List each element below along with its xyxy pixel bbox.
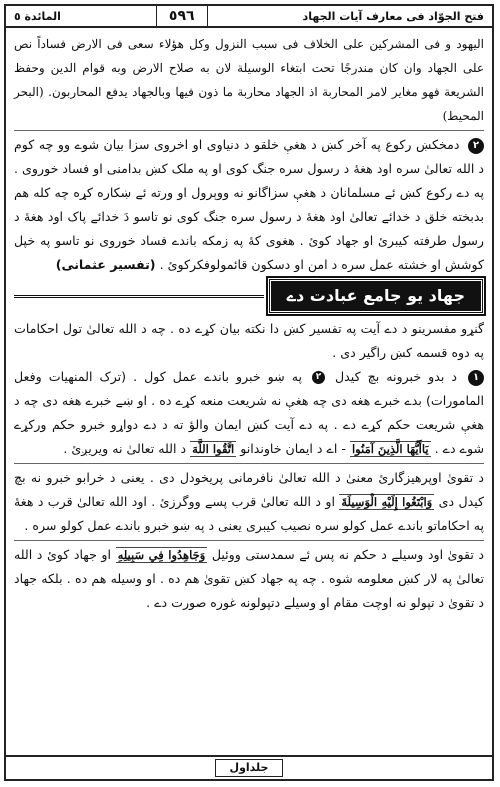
paragraph-4: [14, 365, 484, 461]
header-book-title: فتح الجوّاد فی معارف آیات الجهاد: [302, 9, 484, 23]
paragraph-4-text-d: د الله تعالیٰ نه ویریږئ .: [63, 441, 187, 456]
paragraph-4-text-a: د بدو خبرونه بچ کیدل: [335, 369, 457, 384]
page-footer: [6, 755, 492, 779]
divider: [14, 130, 484, 131]
number-badge-1: ۱: [468, 370, 484, 386]
paragraph-6-text-a: د تقویٰ اود وسیلے د حکم نه پس ئے سمدستی ووئیل: [211, 547, 484, 562]
paragraph-5-text-a: د تقویٰ اوپرهیزگاریٔ معنیٰ د الله تعالیٰ نافرمانی پریخودل دی . یعنی د خرابو خبرو نه بچ کیدل دی: [14, 470, 485, 509]
paragraph-2-source: (تفسیر عثمانی): [55, 257, 156, 272]
arabic-quote-paragraph: [14, 32, 484, 128]
header-surah-label: المائدة ٥: [14, 9, 61, 23]
quran-verse-3: وَابْتَغُوا إِلَيْهِ الْوَسِيلَةَ: [341, 495, 433, 509]
paragraph-6-text-b: او جهاد کوئ د الله تعالیٰ په لار کښ معلومه شوه . چه په جهاد کښ تقویٰ هم ده . او وسیله هم ده . بلکه جهاد د تقویٰ د تپولو نه اوچت مقام او وسیلے دتپولونه غوره صورت دے .: [14, 547, 484, 610]
divider: [14, 540, 484, 541]
page-number: ٥٩٦: [156, 6, 208, 26]
paragraph-4-text-b: په ښو خبرو باندے عمل کول . (ترک المنهیات وفعل المامورات) بدے خبرے هغه دی چه هغې نه شریعت منعه کړے ده . او ښے خبرے هغه دی چه د هغې شریعت حکم کړے دے . په دے آیت کښ ایمان والؤ ته د دے دواړو خبرو حکم ورکړے شوے دے .: [14, 369, 484, 456]
quran-verse-1: يَاأَيُّهَا الَّذِينَ آمَنُوا: [351, 442, 429, 456]
number-badge-inline-2: ۲: [312, 371, 325, 384]
paragraph-2: [14, 133, 484, 277]
arabic-quote-text: الیهود و فی المشرکین علی الخلاف فی سبب النزول وکل هؤلاء سعی فی الارض فساداً نص علی الجهاد وان کان مندرجًا تحت ابتغاء الوسیلة لان به صلاح الارض وبه قوام الدین وحفظ الشریعة فهو مغایر لامر المحاربة اذ الجهاد محاربة ما ذون فیها وبالجهاد یدفع المحاربون.: [14, 37, 484, 99]
paragraph-2-text: دمخکښ رکوع په آخر کښ د هغې خلقو د دنیاوی او اخروی سزا بیان شوے وو چه کوم د الله تعالیٰ سره اود هغهٔ د رسول سره جنگ کوی او په ملک کښ بدامنی او فساد خوروی . په دے رکوع کښ ئے مسلمانان د هغې سزاگانو نه ووېرول او ورته ئے ښکاره کړه چه کله هم بدبخته خلق د خدائے تعالیٰ اود هغهٔ د رسول سره جنگ کوی نو تاسو دَ خدائے پاک اود هغهٔ د رسول طرفته کیبرئ او جهاد کوئ . هغوی کۀ په زمکه باندے فساد خوروی نو تاسو په خپل کوشش او خشته عمل سره د امن او دسکون قائمولوفکرکوئ .: [14, 137, 484, 272]
paragraph-6: [14, 543, 484, 615]
section-heading-row: [14, 281, 484, 311]
paragraph-5: [14, 466, 484, 538]
paragraph-3: گنړو مفسرینو د دے آیت په تفسیر کښ دا نکته بیان کړے ده . چه د الله تعالیٰ تول احکامات په دوه قسمه کښ راگیر دی .: [14, 321, 484, 360]
volume-label: جلداول: [215, 759, 284, 777]
section-title: جهاد یو جامع عبادت دے: [268, 278, 484, 314]
page-content: [14, 32, 484, 753]
section-title-rule: [14, 295, 264, 298]
page-frame: [4, 4, 494, 781]
paragraph-4-text-c: - اے د ایمان خاوندانو: [240, 441, 346, 456]
number-badge-2: ۲: [468, 138, 484, 154]
paragraph-5-text-b: او د الله تعالیٰ قرب پسے ووگرزئ . اود الله تعالیٰ قرب د هغهٔ په احکاماتو باندے عمل کولو سره نصیب کیبری یعنی د په ښو خبرو باندے عمل کولو سره .: [14, 494, 484, 533]
page-header: [6, 6, 492, 28]
arabic-quote-source: (البحر المحیط): [14, 85, 484, 123]
quran-verse-4: وَجَاهِدُوا فِي سَبِيلِهِ: [117, 548, 206, 562]
divider: [14, 463, 484, 464]
quran-verse-2: اتَّقُوا اللَّهَ: [192, 442, 235, 456]
